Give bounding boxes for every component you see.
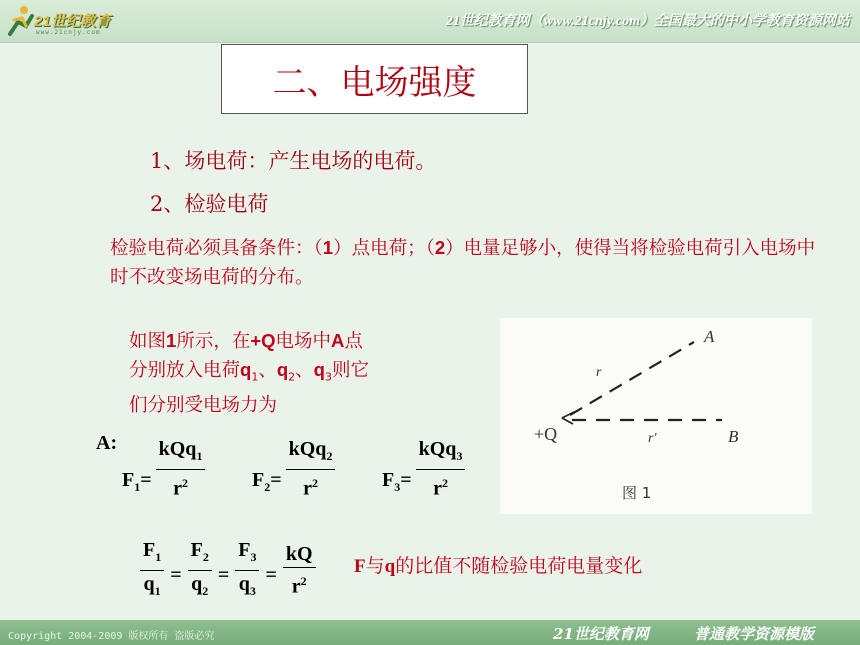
runner-logo-icon (6, 4, 36, 38)
slide-title-box (221, 44, 528, 114)
label-charge-q: +Q (534, 424, 558, 444)
figure-caption: 图 1 (622, 484, 652, 502)
ratio-conclusion: F与q的比值不随检验电荷电量变化 (354, 555, 643, 577)
force-formula-2: $F_2=$ $\frac{kQq_2}{r^2}$ (252, 436, 335, 502)
label-r-prime: r' (648, 431, 657, 446)
footer-template-label: 普通教学资源模版 (694, 625, 815, 643)
label-point-a: A (704, 327, 715, 346)
logo-brand-text: 21世纪教育 (34, 13, 111, 30)
point-a-label: A: (96, 432, 118, 454)
site-footer (0, 620, 860, 645)
copyright-text: Copyright 2004-2009 版权所有 盗版必究 (8, 631, 215, 642)
point-2-test-charge: 2、检验电荷 (150, 192, 269, 216)
label-r: r (596, 365, 602, 380)
figure-description: 如图1所示，在+Q电场中A点 分别放入电荷$q_1$、$q_2$、$q_3$则它 们分别受电场力为 (129, 330, 369, 416)
line-to-a (570, 342, 694, 415)
site-logo[interactable] (6, 4, 146, 38)
test-charge-conditions: 检验电荷必须具备条件：（1）点电荷；（2）电量足够小，使得当将检验电荷引入电场中时不改变场电荷的分布。 (110, 237, 816, 288)
ratio-formula: $\frac{F_1}{q_1}$ = $\frac{F_2}{q_2}$ = $\frac{F_3}{q_3}$ = $\frac{kQ}{r^2}$ (140, 537, 316, 604)
logo-url-text: www.21cnjy.com (36, 29, 101, 36)
site-tagline: 21世纪教育网（www.21cnjy.com）全国最大的中小学教育资源网站 (445, 14, 850, 29)
label-point-b: B (728, 427, 739, 446)
point-1-source-charge: 1、场电荷：产生电场的电荷。 (150, 149, 437, 173)
site-header (0, 0, 860, 43)
figure-1-diagram (500, 318, 812, 514)
slide-title: 二、电场强度 (272, 62, 477, 103)
force-formula-1: $F_1=$ $\frac{kQq_1}{r^2}$ (122, 436, 205, 502)
footer-site-name[interactable]: 21世纪教育网 (553, 625, 649, 643)
charge-diagram (500, 318, 812, 514)
force-formula-3: $F_3=$ $\frac{kQq_3}{r^2}$ (382, 436, 465, 502)
